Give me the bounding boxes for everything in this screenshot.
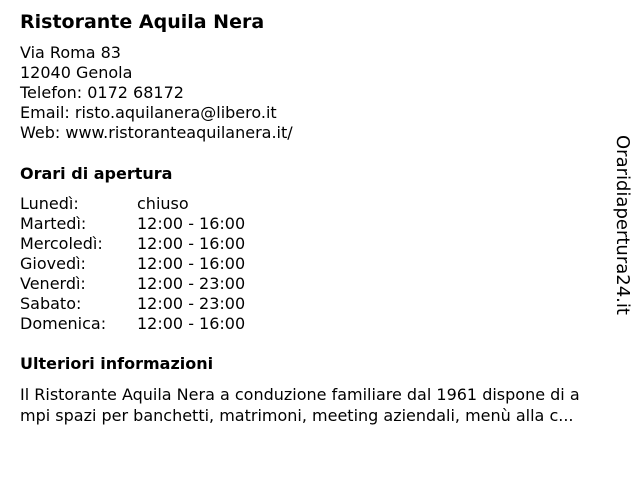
hours-row-wednesday — [20, 234, 245, 254]
hours-row-thursday — [20, 254, 245, 274]
day-label: Sabato: — [20, 294, 82, 313]
hours-value: 12:00 - 23:00 — [137, 294, 246, 313]
hours-row-sunday — [20, 314, 245, 334]
hours-value: 12:00 - 16:00 — [137, 314, 246, 333]
additional-info-text — [20, 384, 630, 426]
info-line: Il Ristorante Aquila Nera a conduzione familiare dal 1961 dispone di a — [20, 385, 580, 404]
day-label: Giovedì: — [20, 254, 86, 273]
day-label: Mercoledì: — [20, 234, 103, 253]
hours-value: 12:00 - 16:00 — [137, 234, 246, 253]
phone-line: Telefon: 0172 68172 — [20, 83, 184, 102]
hours-row-monday — [20, 194, 245, 214]
website-line: Web: www.ristoranteaquilanera.it/ — [20, 123, 293, 142]
hours-row-tuesday — [20, 214, 245, 234]
day-label: Martedì: — [20, 214, 87, 233]
watermark — [610, 135, 634, 313]
opening-hours-heading: Orari di apertura — [20, 164, 173, 183]
hours-value: chiuso — [137, 194, 189, 213]
opening-hours-table — [20, 194, 245, 334]
hours-value: 12:00 - 23:00 — [137, 274, 246, 293]
restaurant-name: Ristorante Aquila Nera — [20, 11, 265, 33]
day-label: Lunedì: — [20, 194, 79, 213]
info-line: mpi spazi per banchetti, matrimoni, meeting aziendali, menù alla c... — [20, 406, 574, 425]
email-line: Email: risto.aquilanera@libero.it — [20, 103, 277, 122]
additional-info-heading: Ulteriori informazioni — [20, 354, 214, 373]
day-label: Venerdì: — [20, 274, 86, 293]
day-label: Domenica: — [20, 314, 107, 333]
hours-row-friday — [20, 274, 245, 294]
hours-value: 12:00 - 16:00 — [137, 254, 246, 273]
street-address: Via Roma 83 — [20, 43, 121, 62]
watermark-text: Oraridiapertura24.it — [612, 135, 633, 315]
hours-value: 12:00 - 16:00 — [137, 214, 246, 233]
postal-city: 12040 Genola — [20, 63, 133, 82]
address-block — [20, 43, 293, 143]
hours-row-saturday — [20, 294, 245, 314]
